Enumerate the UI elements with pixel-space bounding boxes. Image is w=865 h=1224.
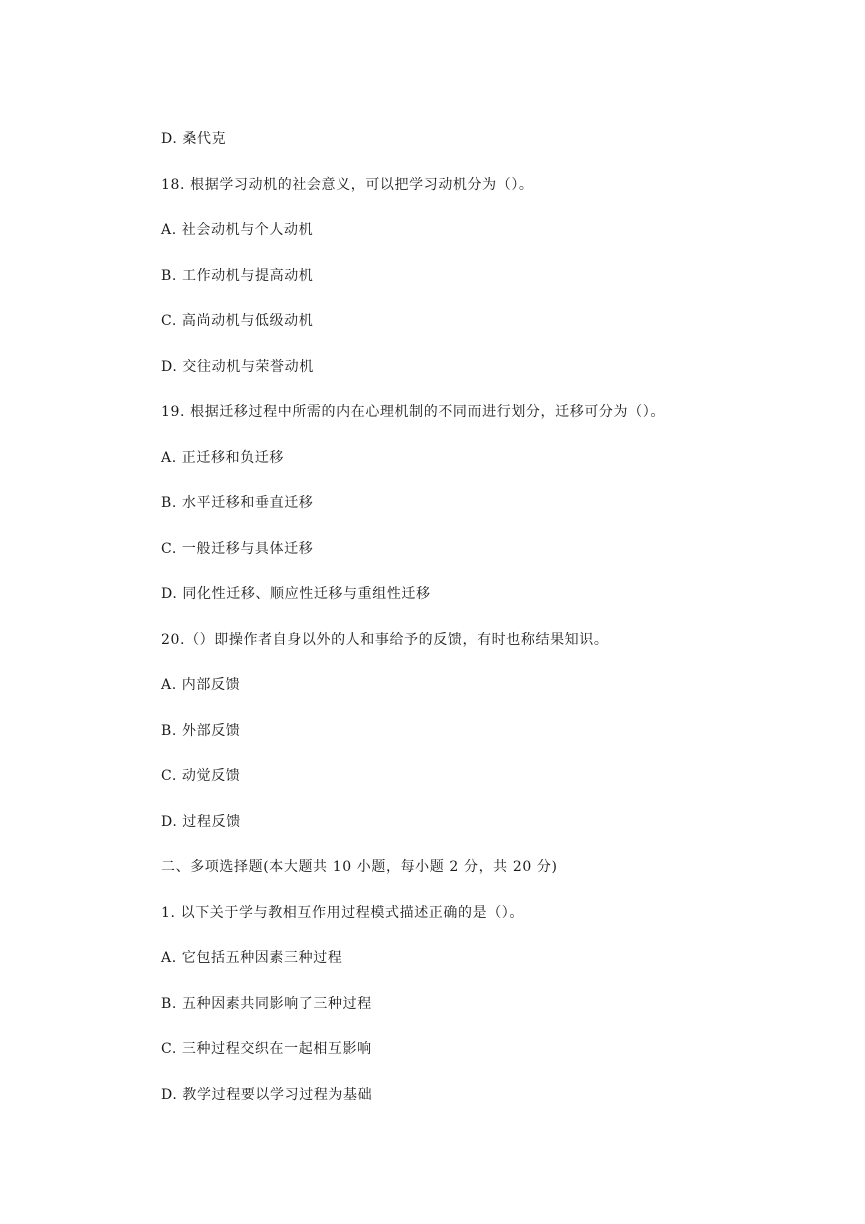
option-a-q18: A. 社会动机与个人动机: [161, 222, 314, 238]
option-d-mc1: D. 教学过程要以学习过程为基础: [161, 1086, 373, 1103]
option-b-q18: B. 工作动机与提高动机: [161, 267, 314, 284]
option-b-mc1: B. 五种因素共同影响了三种过程: [161, 995, 372, 1012]
section-heading-multiple-choice: 二、多项选择题(本大题共 10 小题，每小题 2 分，共 20 分): [161, 859, 558, 875]
document-content: [161, 128, 781, 1129]
question-20: 20.（）即操作者自身以外的人和事给予的反馈，有时也称结果知识。: [161, 631, 609, 648]
option-c-q20: C. 动觉反馈: [161, 768, 241, 784]
option-a-mc1: A. 它包括五种因素三种过程: [161, 950, 343, 966]
option-d-q20: D. 过程反馈: [161, 813, 241, 830]
option-c-q19: C. 一般迁移与具体迁移: [161, 540, 314, 557]
option-b-q19: B. 水平迁移和垂直迁移: [161, 495, 314, 511]
question-mc-1: 1. 以下关于学与教相互作用过程模式描述正确的是（）。: [161, 904, 525, 921]
question-18: 18. 根据学习动机的社会意义，可以把学习动机分为（）。: [161, 176, 534, 193]
option-b-q20: B. 外部反馈: [161, 722, 241, 739]
option-d-q19: D. 同化性迁移、顺应性迁移与重组性迁移: [161, 586, 431, 602]
option-c-q18: C. 高尚动机与低级动机: [161, 313, 314, 329]
option-d-q18: D. 交往动机与荣誉动机: [161, 358, 314, 375]
option-a-q19: A. 正迁移和负迁移: [161, 449, 285, 466]
option-d-q17: D. 桑代克: [161, 131, 227, 147]
option-a-q20: A. 内部反馈: [161, 677, 241, 693]
option-c-mc1: C. 三种过程交织在一起相互影响: [161, 1041, 372, 1057]
question-19: 19. 根据迁移过程中所需的内在心理机制的不同而进行划分，迁移可分为（）。: [161, 404, 665, 420]
